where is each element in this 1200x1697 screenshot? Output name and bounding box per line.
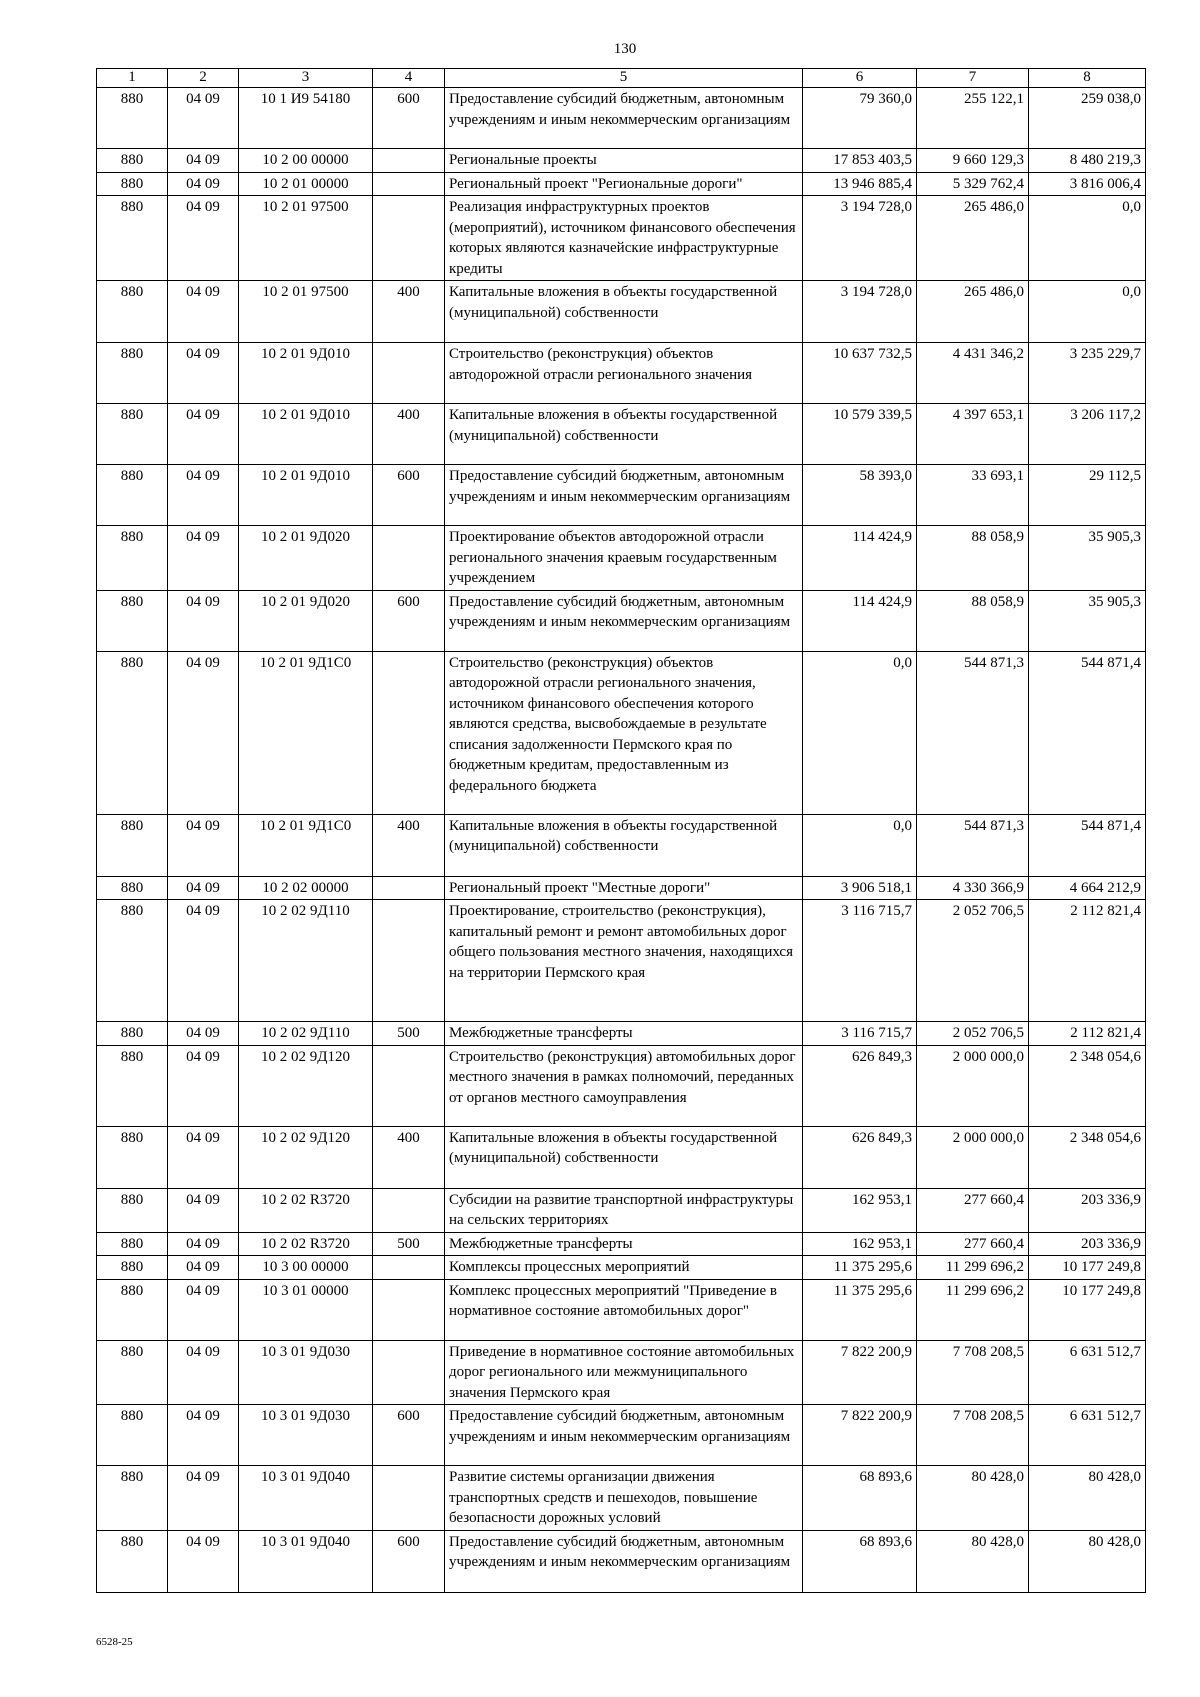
table-row bbox=[97, 465, 1146, 526]
cell-amount-col8: 203 336,9 bbox=[1029, 1188, 1146, 1232]
cell-amount-col6: 114 424,9 bbox=[803, 590, 917, 651]
cell-amount-col6: 11 375 295,6 bbox=[803, 1256, 917, 1280]
cell-description: Капитальные вложения в объекты государственной (муниципальной) собственности bbox=[445, 814, 803, 876]
cell-amount-col7: 5 329 762,4 bbox=[917, 172, 1029, 196]
cell-description: Строительство (реконструкция) объектов автодорожной отрасли регионального значения, источником финансового обеспечения которого являются средства, высвобождаемые в результате списания задолженности Пермского края по бюджетным кредитам, предоставленным из федерального бюджета bbox=[445, 651, 803, 814]
table-row bbox=[97, 651, 1146, 814]
table-row bbox=[97, 1405, 1146, 1466]
cell-section: 04 09 bbox=[168, 196, 239, 281]
cell-description: Предоставление субсидий бюджетным, автономным учреждениям и иным некоммерческим организациям bbox=[445, 465, 803, 526]
cell-expense-type: 600 bbox=[373, 88, 445, 149]
cell-chapter: 880 bbox=[97, 1188, 168, 1232]
cell-target-item: 10 2 01 97500 bbox=[239, 196, 373, 281]
header-row bbox=[97, 69, 1146, 88]
cell-expense-type bbox=[373, 172, 445, 196]
cell-chapter: 880 bbox=[97, 1466, 168, 1531]
cell-amount-col7: 265 486,0 bbox=[917, 196, 1029, 281]
cell-section: 04 09 bbox=[168, 88, 239, 149]
cell-target-item: 10 1 И9 54180 bbox=[239, 88, 373, 149]
budget-table bbox=[96, 68, 1146, 1593]
cell-section: 04 09 bbox=[168, 465, 239, 526]
cell-section: 04 09 bbox=[168, 1405, 239, 1466]
cell-description: Строительство (реконструкция) автомобильных дорог местного значения в рамках полномочий, переданных от органов местного самоуправления bbox=[445, 1045, 803, 1126]
cell-amount-col6: 626 849,3 bbox=[803, 1126, 917, 1188]
cell-section: 04 09 bbox=[168, 343, 239, 404]
cell-section: 04 09 bbox=[168, 172, 239, 196]
cell-chapter: 880 bbox=[97, 651, 168, 814]
cell-amount-col7: 277 660,4 bbox=[917, 1232, 1029, 1256]
cell-amount-col7: 88 058,9 bbox=[917, 590, 1029, 651]
cell-section: 04 09 bbox=[168, 1466, 239, 1531]
cell-expense-type bbox=[373, 900, 445, 1022]
cell-description: Проектирование объектов автодорожной отрасли регионального значения краевым государственным учреждением bbox=[445, 526, 803, 591]
cell-target-item: 10 2 01 9Д020 bbox=[239, 590, 373, 651]
cell-section: 04 09 bbox=[168, 526, 239, 591]
cell-chapter: 880 bbox=[97, 1340, 168, 1405]
cell-amount-col8: 10 177 249,8 bbox=[1029, 1256, 1146, 1280]
cell-section: 04 09 bbox=[168, 590, 239, 651]
cell-description: Субсидии на развитие транспортной инфраструктуры на сельских территориях bbox=[445, 1188, 803, 1232]
cell-section: 04 09 bbox=[168, 651, 239, 814]
cell-description: Предоставление субсидий бюджетным, автономным учреждениям и иным некоммерческим организациям bbox=[445, 1530, 803, 1592]
cell-amount-col6: 162 953,1 bbox=[803, 1232, 917, 1256]
table-row bbox=[97, 900, 1146, 1022]
cell-expense-type: 400 bbox=[373, 1126, 445, 1188]
cell-amount-col8: 259 038,0 bbox=[1029, 88, 1146, 149]
cell-amount-col6: 3 194 728,0 bbox=[803, 196, 917, 281]
cell-chapter: 880 bbox=[97, 465, 168, 526]
cell-chapter: 880 bbox=[97, 1126, 168, 1188]
cell-chapter: 880 bbox=[97, 281, 168, 343]
cell-expense-type bbox=[373, 1188, 445, 1232]
cell-expense-type bbox=[373, 196, 445, 281]
table-row bbox=[97, 1256, 1146, 1280]
cell-expense-type bbox=[373, 343, 445, 404]
cell-expense-type: 600 bbox=[373, 590, 445, 651]
cell-section: 04 09 bbox=[168, 1232, 239, 1256]
cell-description: Предоставление субсидий бюджетным, автономным учреждениям и иным некоммерческим организациям bbox=[445, 590, 803, 651]
cell-expense-type bbox=[373, 149, 445, 173]
cell-amount-col7: 7 708 208,5 bbox=[917, 1405, 1029, 1466]
cell-description: Приведение в нормативное состояние автомобильных дорог регионального или межмуниципального значения Пермского края bbox=[445, 1340, 803, 1405]
cell-chapter: 880 bbox=[97, 876, 168, 900]
cell-chapter: 880 bbox=[97, 900, 168, 1022]
cell-description: Капитальные вложения в объекты государственной (муниципальной) собственности bbox=[445, 1126, 803, 1188]
cell-expense-type: 400 bbox=[373, 814, 445, 876]
table-row bbox=[97, 590, 1146, 651]
cell-amount-col7: 33 693,1 bbox=[917, 465, 1029, 526]
cell-description: Строительство (реконструкция) объектов автодорожной отрасли регионального значения bbox=[445, 343, 803, 404]
cell-section: 04 09 bbox=[168, 1340, 239, 1405]
cell-chapter: 880 bbox=[97, 404, 168, 465]
cell-description: Развитие системы организации движения транспортных средств и пешеходов, повышение безопасности дорожных условий bbox=[445, 1466, 803, 1531]
cell-amount-col8: 2 348 054,6 bbox=[1029, 1045, 1146, 1126]
cell-expense-type: 500 bbox=[373, 1232, 445, 1256]
cell-amount-col6: 7 822 200,9 bbox=[803, 1405, 917, 1466]
cell-chapter: 880 bbox=[97, 1022, 168, 1046]
cell-amount-col7: 544 871,3 bbox=[917, 814, 1029, 876]
cell-description: Комплекс процессных мероприятий "Приведение в нормативное состояние автомобильных дорог" bbox=[445, 1279, 803, 1340]
cell-amount-col6: 17 853 403,5 bbox=[803, 149, 917, 173]
column-header: 4 bbox=[373, 69, 445, 88]
cell-amount-col8: 4 664 212,9 bbox=[1029, 876, 1146, 900]
cell-amount-col7: 2 052 706,5 bbox=[917, 1022, 1029, 1046]
cell-target-item: 10 2 01 9Д1С0 bbox=[239, 814, 373, 876]
cell-amount-col8: 35 905,3 bbox=[1029, 590, 1146, 651]
cell-chapter: 880 bbox=[97, 1530, 168, 1592]
cell-amount-col8: 3 206 117,2 bbox=[1029, 404, 1146, 465]
cell-amount-col8: 544 871,4 bbox=[1029, 814, 1146, 876]
cell-target-item: 10 3 01 00000 bbox=[239, 1279, 373, 1340]
cell-target-item: 10 2 00 00000 bbox=[239, 149, 373, 173]
cell-amount-col7: 4 431 346,2 bbox=[917, 343, 1029, 404]
cell-target-item: 10 2 02 00000 bbox=[239, 876, 373, 900]
cell-amount-col6: 79 360,0 bbox=[803, 88, 917, 149]
cell-target-item: 10 2 01 9Д010 bbox=[239, 465, 373, 526]
cell-chapter: 880 bbox=[97, 590, 168, 651]
document-code: 6528-25 bbox=[96, 1636, 133, 1648]
cell-amount-col6: 3 116 715,7 bbox=[803, 900, 917, 1022]
cell-chapter: 880 bbox=[97, 1045, 168, 1126]
cell-description: Межбюджетные трансферты bbox=[445, 1022, 803, 1046]
cell-target-item: 10 3 01 9Д040 bbox=[239, 1530, 373, 1592]
cell-description: Капитальные вложения в объекты государственной (муниципальной) собственности bbox=[445, 404, 803, 465]
table-row bbox=[97, 814, 1146, 876]
cell-amount-col8: 6 631 512,7 bbox=[1029, 1405, 1146, 1466]
cell-amount-col8: 29 112,5 bbox=[1029, 465, 1146, 526]
cell-amount-col8: 2 348 054,6 bbox=[1029, 1126, 1146, 1188]
cell-expense-type bbox=[373, 651, 445, 814]
cell-expense-type: 600 bbox=[373, 1530, 445, 1592]
column-header: 3 bbox=[239, 69, 373, 88]
cell-amount-col6: 3 116 715,7 bbox=[803, 1022, 917, 1046]
column-header: 7 bbox=[917, 69, 1029, 88]
cell-amount-col6: 626 849,3 bbox=[803, 1045, 917, 1126]
cell-amount-col7: 9 660 129,3 bbox=[917, 149, 1029, 173]
cell-chapter: 880 bbox=[97, 172, 168, 196]
cell-chapter: 880 bbox=[97, 1279, 168, 1340]
cell-description: Реализация инфраструктурных проектов (мероприятий), источником финансового обеспечения которых являются казначейские инфраструктурные кредиты bbox=[445, 196, 803, 281]
cell-amount-col6: 0,0 bbox=[803, 814, 917, 876]
cell-chapter: 880 bbox=[97, 149, 168, 173]
cell-amount-col6: 162 953,1 bbox=[803, 1188, 917, 1232]
cell-amount-col6: 114 424,9 bbox=[803, 526, 917, 591]
cell-target-item: 10 2 01 9Д010 bbox=[239, 404, 373, 465]
table-row bbox=[97, 196, 1146, 281]
cell-amount-col7: 544 871,3 bbox=[917, 651, 1029, 814]
cell-amount-col6: 3 194 728,0 bbox=[803, 281, 917, 343]
cell-expense-type bbox=[373, 1466, 445, 1531]
column-header: 1 bbox=[97, 69, 168, 88]
cell-section: 04 09 bbox=[168, 1530, 239, 1592]
table-row bbox=[97, 1232, 1146, 1256]
cell-target-item: 10 3 01 9Д030 bbox=[239, 1405, 373, 1466]
cell-amount-col8: 80 428,0 bbox=[1029, 1530, 1146, 1592]
cell-target-item: 10 3 01 9Д030 bbox=[239, 1340, 373, 1405]
table-row bbox=[97, 1022, 1146, 1046]
table-row bbox=[97, 343, 1146, 404]
cell-expense-type: 500 bbox=[373, 1022, 445, 1046]
page-number: 130 bbox=[613, 41, 637, 57]
cell-section: 04 09 bbox=[168, 814, 239, 876]
cell-amount-col6: 0,0 bbox=[803, 651, 917, 814]
cell-amount-col6: 68 893,6 bbox=[803, 1530, 917, 1592]
cell-description: Предоставление субсидий бюджетным, автономным учреждениям и иным некоммерческим организациям bbox=[445, 1405, 803, 1466]
cell-description: Капитальные вложения в объекты государственной (муниципальной) собственности bbox=[445, 281, 803, 343]
cell-amount-col7: 11 299 696,2 bbox=[917, 1256, 1029, 1280]
cell-section: 04 09 bbox=[168, 1045, 239, 1126]
table-row bbox=[97, 88, 1146, 149]
cell-section: 04 09 bbox=[168, 1279, 239, 1340]
cell-amount-col6: 3 906 518,1 bbox=[803, 876, 917, 900]
cell-chapter: 880 bbox=[97, 1232, 168, 1256]
table-row bbox=[97, 1530, 1146, 1592]
cell-amount-col7: 2 052 706,5 bbox=[917, 900, 1029, 1022]
cell-amount-col6: 7 822 200,9 bbox=[803, 1340, 917, 1405]
cell-amount-col8: 8 480 219,3 bbox=[1029, 149, 1146, 173]
cell-amount-col7: 11 299 696,2 bbox=[917, 1279, 1029, 1340]
cell-expense-type: 400 bbox=[373, 281, 445, 343]
column-header: 2 bbox=[168, 69, 239, 88]
table-row bbox=[97, 1126, 1146, 1188]
cell-amount-col8: 35 905,3 bbox=[1029, 526, 1146, 591]
cell-amount-col7: 80 428,0 bbox=[917, 1530, 1029, 1592]
cell-target-item: 10 2 02 9Д120 bbox=[239, 1045, 373, 1126]
table-row bbox=[97, 172, 1146, 196]
cell-description: Предоставление субсидий бюджетным, автономным учреждениям и иным некоммерческим организациям bbox=[445, 88, 803, 149]
cell-amount-col8: 3 235 229,7 bbox=[1029, 343, 1146, 404]
cell-section: 04 09 bbox=[168, 281, 239, 343]
column-header: 6 bbox=[803, 69, 917, 88]
cell-chapter: 880 bbox=[97, 814, 168, 876]
column-header: 5 bbox=[445, 69, 803, 88]
cell-section: 04 09 bbox=[168, 900, 239, 1022]
cell-amount-col8: 80 428,0 bbox=[1029, 1466, 1146, 1531]
cell-section: 04 09 bbox=[168, 1256, 239, 1280]
table-row bbox=[97, 876, 1146, 900]
cell-amount-col8: 3 816 006,4 bbox=[1029, 172, 1146, 196]
cell-amount-col7: 265 486,0 bbox=[917, 281, 1029, 343]
cell-amount-col6: 11 375 295,6 bbox=[803, 1279, 917, 1340]
cell-description: Межбюджетные трансферты bbox=[445, 1232, 803, 1256]
table-row bbox=[97, 1045, 1146, 1126]
cell-expense-type: 400 bbox=[373, 404, 445, 465]
cell-expense-type: 600 bbox=[373, 1405, 445, 1466]
cell-target-item: 10 2 02 9Д120 bbox=[239, 1126, 373, 1188]
cell-expense-type bbox=[373, 876, 445, 900]
cell-target-item: 10 2 01 9Д1С0 bbox=[239, 651, 373, 814]
cell-expense-type bbox=[373, 1256, 445, 1280]
cell-amount-col7: 7 708 208,5 bbox=[917, 1340, 1029, 1405]
cell-expense-type bbox=[373, 526, 445, 591]
cell-amount-col8: 0,0 bbox=[1029, 196, 1146, 281]
cell-chapter: 880 bbox=[97, 526, 168, 591]
cell-target-item: 10 2 02 R3720 bbox=[239, 1188, 373, 1232]
cell-amount-col6: 68 893,6 bbox=[803, 1466, 917, 1531]
cell-amount-col6: 10 637 732,5 bbox=[803, 343, 917, 404]
cell-expense-type bbox=[373, 1045, 445, 1126]
table-row bbox=[97, 1279, 1146, 1340]
table-row bbox=[97, 1188, 1146, 1232]
cell-chapter: 880 bbox=[97, 196, 168, 281]
cell-amount-col6: 58 393,0 bbox=[803, 465, 917, 526]
cell-amount-col8: 544 871,4 bbox=[1029, 651, 1146, 814]
cell-target-item: 10 2 01 00000 bbox=[239, 172, 373, 196]
cell-amount-col8: 6 631 512,7 bbox=[1029, 1340, 1146, 1405]
table-row bbox=[97, 404, 1146, 465]
cell-amount-col8: 2 112 821,4 bbox=[1029, 1022, 1146, 1046]
table-row bbox=[97, 526, 1146, 591]
table-row bbox=[97, 281, 1146, 343]
cell-section: 04 09 bbox=[168, 1188, 239, 1232]
cell-amount-col7: 2 000 000,0 bbox=[917, 1126, 1029, 1188]
cell-section: 04 09 bbox=[168, 1126, 239, 1188]
cell-description: Комплексы процессных мероприятий bbox=[445, 1256, 803, 1280]
cell-expense-type: 600 bbox=[373, 465, 445, 526]
cell-section: 04 09 bbox=[168, 1022, 239, 1046]
cell-target-item: 10 2 01 9Д010 bbox=[239, 343, 373, 404]
cell-expense-type bbox=[373, 1340, 445, 1405]
cell-description: Проектирование, строительство (реконструкция), капитальный ремонт и ремонт автомобильных дорог общего пользования местного значения, находящихся на территории Пермского края bbox=[445, 900, 803, 1022]
cell-amount-col6: 13 946 885,4 bbox=[803, 172, 917, 196]
column-header: 8 bbox=[1029, 69, 1146, 88]
cell-description: Региональный проект "Местные дороги" bbox=[445, 876, 803, 900]
cell-target-item: 10 2 02 9Д110 bbox=[239, 900, 373, 1022]
cell-target-item: 10 3 00 00000 bbox=[239, 1256, 373, 1280]
cell-description: Региональный проект "Региональные дороги" bbox=[445, 172, 803, 196]
cell-target-item: 10 2 02 9Д110 bbox=[239, 1022, 373, 1046]
cell-amount-col7: 4 330 366,9 bbox=[917, 876, 1029, 900]
cell-amount-col8: 2 112 821,4 bbox=[1029, 900, 1146, 1022]
table-row bbox=[97, 1340, 1146, 1405]
cell-amount-col7: 277 660,4 bbox=[917, 1188, 1029, 1232]
cell-chapter: 880 bbox=[97, 1256, 168, 1280]
table-row bbox=[97, 1466, 1146, 1531]
cell-amount-col8: 203 336,9 bbox=[1029, 1232, 1146, 1256]
cell-section: 04 09 bbox=[168, 149, 239, 173]
cell-amount-col7: 255 122,1 bbox=[917, 88, 1029, 149]
cell-amount-col7: 88 058,9 bbox=[917, 526, 1029, 591]
cell-amount-col7: 4 397 653,1 bbox=[917, 404, 1029, 465]
cell-amount-col7: 80 428,0 bbox=[917, 1466, 1029, 1531]
cell-section: 04 09 bbox=[168, 876, 239, 900]
cell-section: 04 09 bbox=[168, 404, 239, 465]
cell-amount-col7: 2 000 000,0 bbox=[917, 1045, 1029, 1126]
table-row bbox=[97, 149, 1146, 173]
cell-target-item: 10 2 01 97500 bbox=[239, 281, 373, 343]
cell-amount-col6: 10 579 339,5 bbox=[803, 404, 917, 465]
cell-amount-col8: 0,0 bbox=[1029, 281, 1146, 343]
cell-expense-type bbox=[373, 1279, 445, 1340]
cell-chapter: 880 bbox=[97, 1405, 168, 1466]
cell-chapter: 880 bbox=[97, 343, 168, 404]
cell-description: Региональные проекты bbox=[445, 149, 803, 173]
cell-target-item: 10 3 01 9Д040 bbox=[239, 1466, 373, 1531]
cell-target-item: 10 2 01 9Д020 bbox=[239, 526, 373, 591]
cell-amount-col8: 10 177 249,8 bbox=[1029, 1279, 1146, 1340]
cell-target-item: 10 2 02 R3720 bbox=[239, 1232, 373, 1256]
cell-chapter: 880 bbox=[97, 88, 168, 149]
